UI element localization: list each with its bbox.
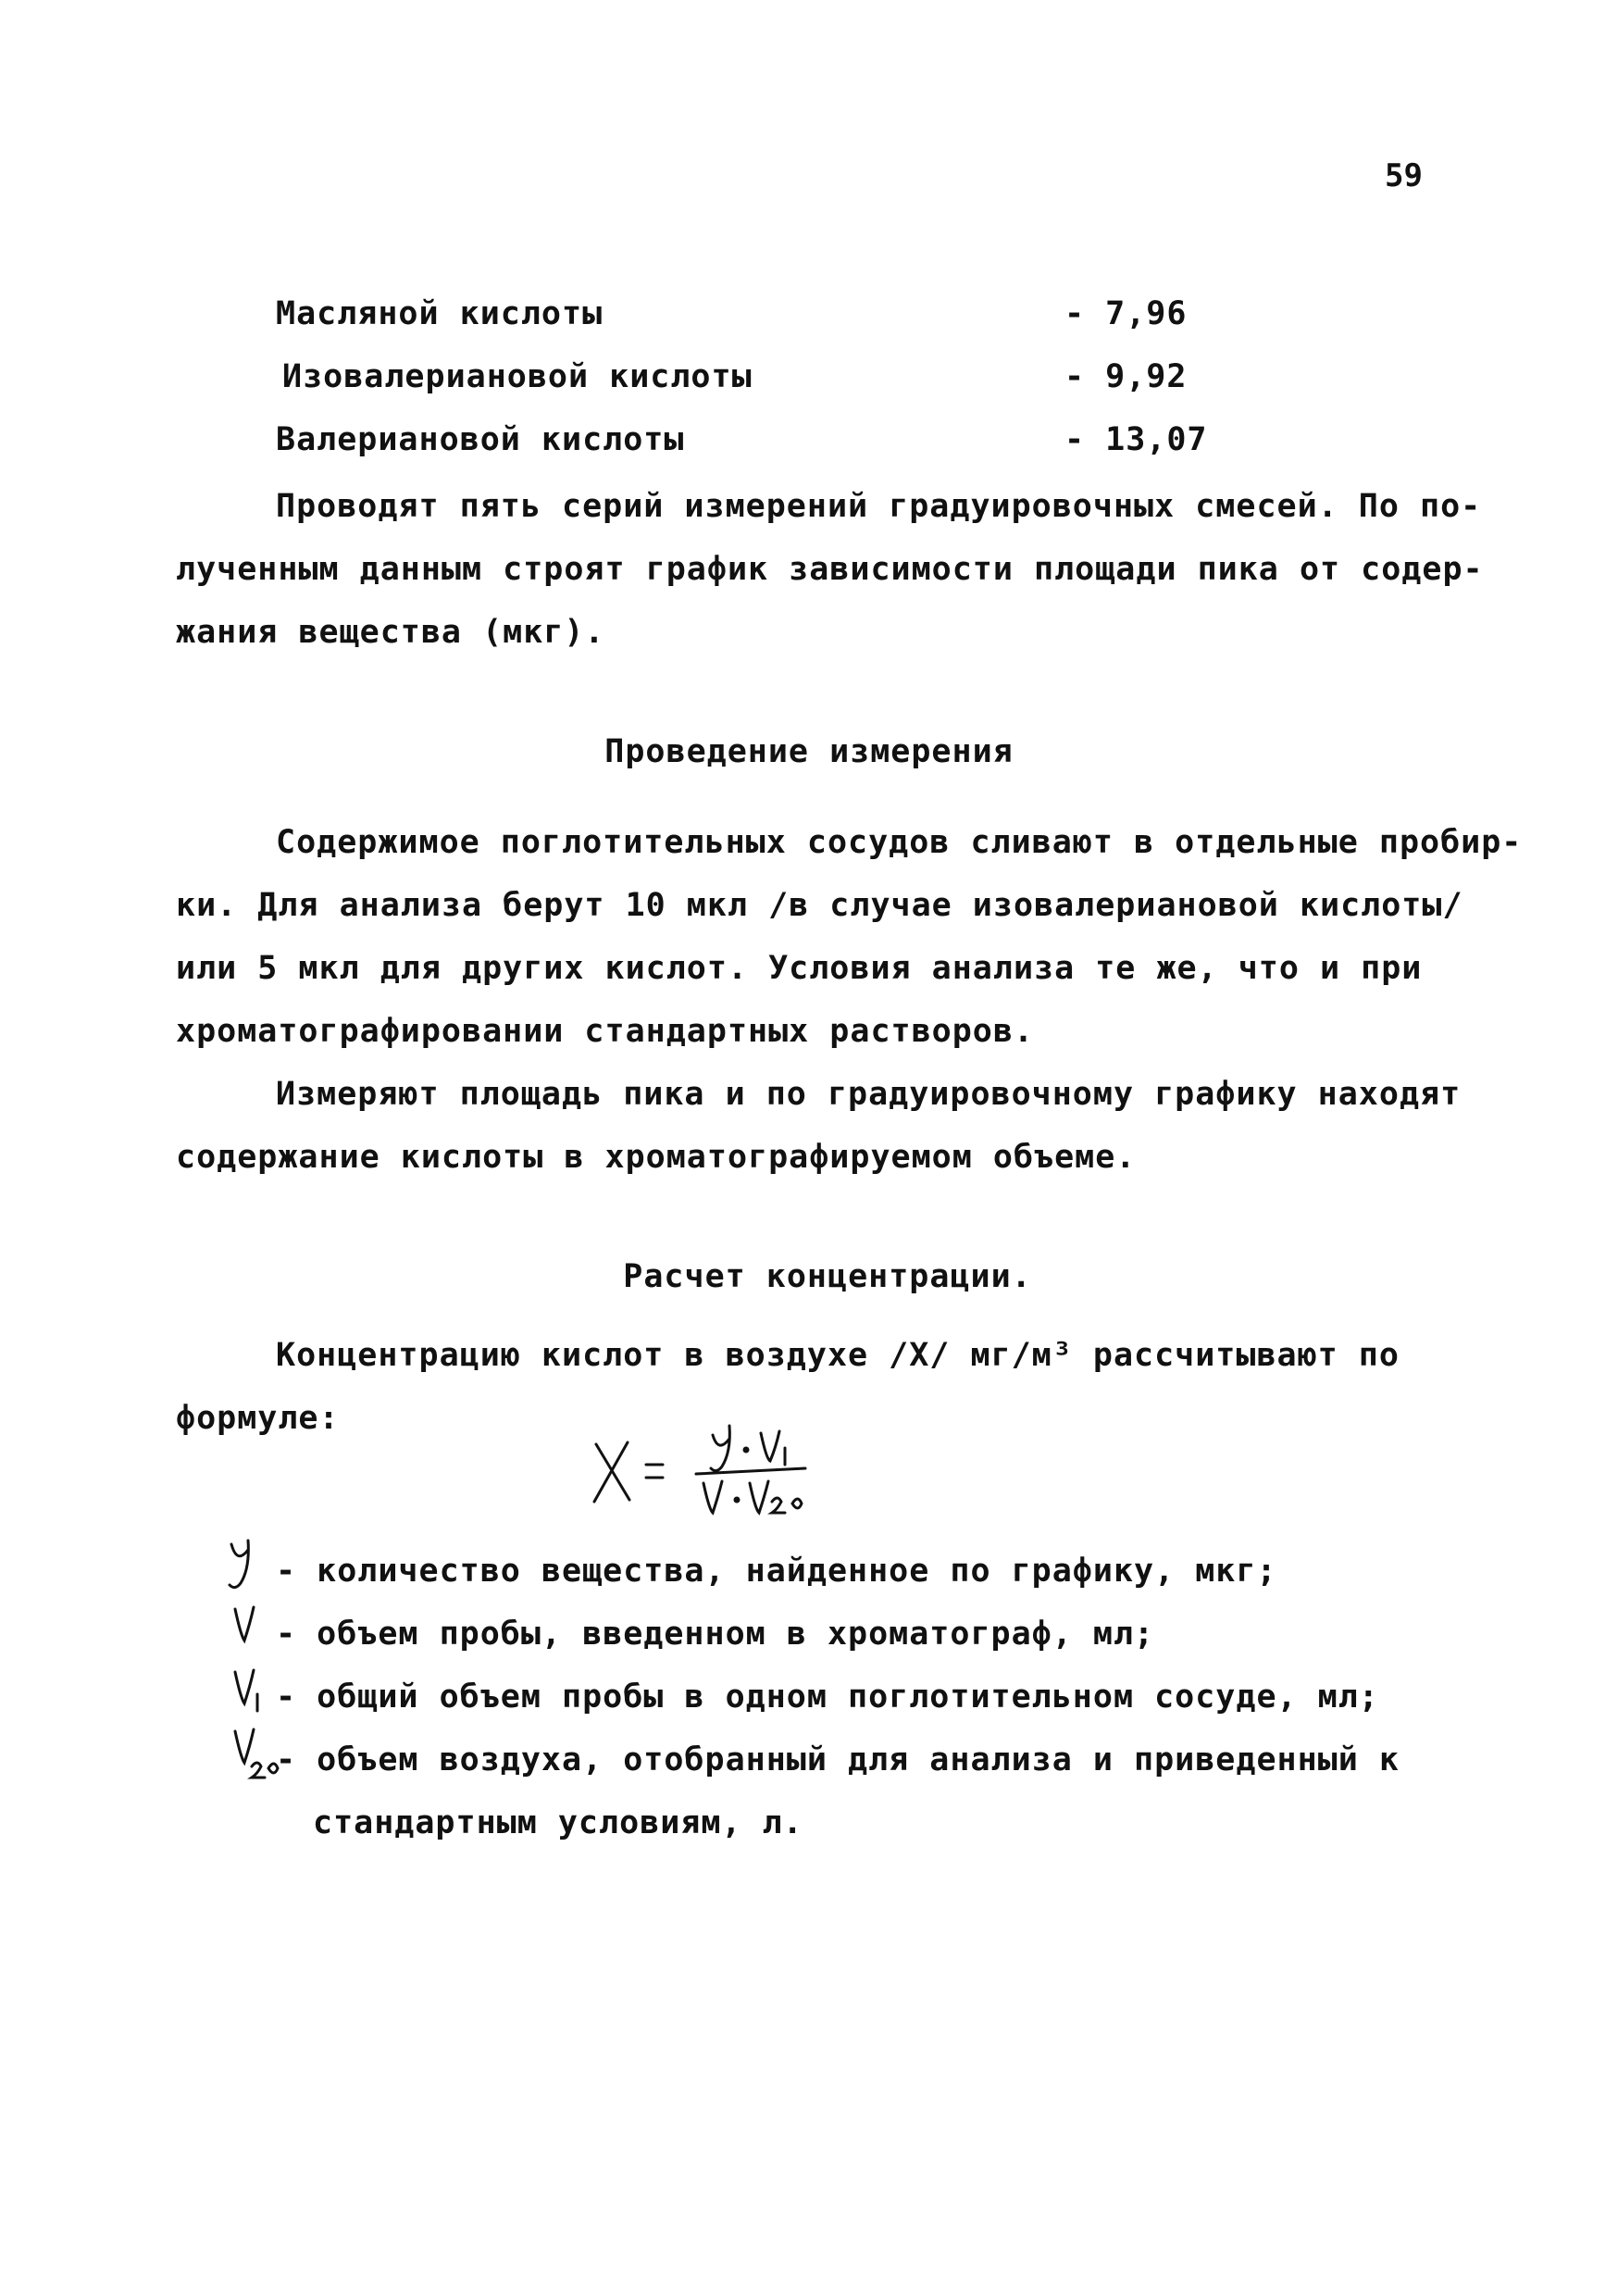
- text-line: жания вещества (мкг).: [176, 614, 605, 651]
- definition-text: - объем пробы, введенном в хроматограф, мл;: [276, 1616, 1155, 1653]
- acid-name: Изовалериановой кислоты: [282, 358, 753, 395]
- text-line: Измеряют площадь пика и по градуировочному графику находят: [276, 1076, 1462, 1113]
- concentration-formula: [574, 1407, 870, 1528]
- acid-value: - 9,92: [1064, 358, 1188, 395]
- text-line: содержание кислоты в хроматографируемом объеме.: [176, 1139, 1137, 1176]
- text-line: формуле:: [176, 1400, 340, 1437]
- acid-value: - 7,96: [1064, 295, 1188, 332]
- acid-name: Валериановой кислоты: [276, 421, 685, 458]
- text-line: Содержимое поглотительных сосудов сливают в отдельные пробир-: [276, 824, 1523, 861]
- text-line: или 5 мкл для других кислот. Условия анализа те же, что и при: [176, 950, 1423, 987]
- definition-text: - общий объем пробы в одном поглотительном сосуде, мл;: [276, 1678, 1379, 1716]
- text-line: Проводят пять серий измерений градуировочных смесей. По по-: [276, 488, 1482, 525]
- page-number: 59: [1385, 157, 1423, 194]
- text-line: Концентрацию кислот в воздухе /X/ мг/м³ рассчитывают по: [276, 1337, 1400, 1374]
- definition-text: - объем воздуха, отобранный для анализа и приведенный к: [276, 1741, 1400, 1778]
- acid-name: Масляной кислоты: [276, 295, 604, 332]
- section-heading: Проведение измерения: [604, 733, 1014, 770]
- acid-value: - 13,07: [1064, 421, 1208, 458]
- section-heading: Расчет концентрации.: [623, 1258, 1032, 1295]
- text-line: ки. Для анализа берут 10 мкл /в случае изовалериановой кислоты/: [176, 887, 1463, 924]
- definition-text: - количество вещества, найденное по графику, мкг;: [276, 1553, 1277, 1590]
- text-line: лученным данным строят график зависимости площади пика от содер-: [176, 551, 1484, 588]
- definition-text: стандартным условиям, л.: [313, 1804, 803, 1841]
- text-line: хроматографировании стандартных растворов.: [176, 1013, 1035, 1050]
